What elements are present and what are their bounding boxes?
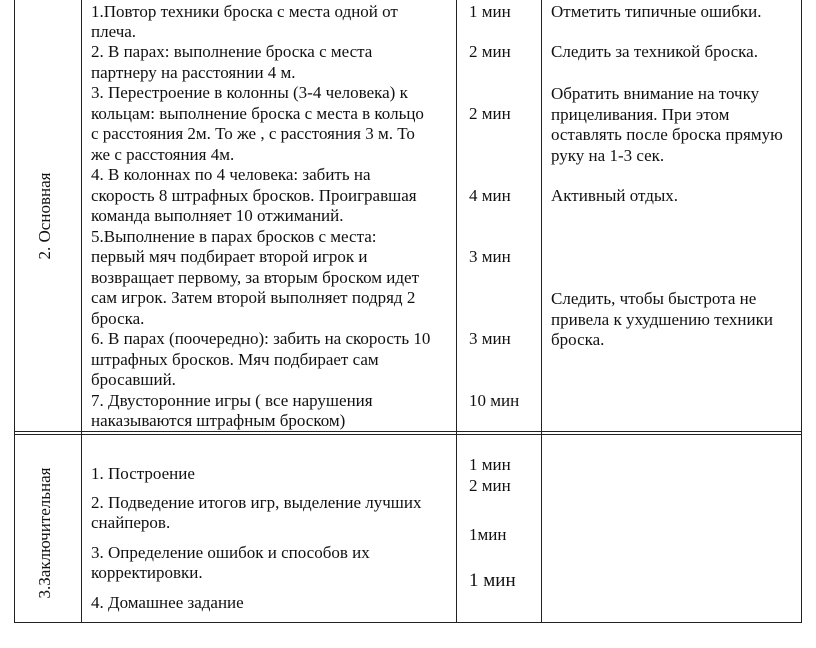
note-line: привела к ухудшению техники bbox=[551, 310, 773, 329]
content-line: снайперов. bbox=[91, 513, 171, 532]
content-line: 1. Построение bbox=[91, 464, 195, 483]
content-line: броска. bbox=[91, 309, 145, 328]
note-line: Следить, чтобы быстрота не bbox=[551, 289, 757, 308]
content-line: скорость 8 штрафных бросков. Проигравшая bbox=[91, 186, 417, 205]
content-line: команда выполняет 10 отжиманий. bbox=[91, 206, 344, 225]
content-line: 3. Определение ошибок и способов их bbox=[91, 543, 370, 562]
content-line: возвращает первому, за вторым броском идет bbox=[91, 268, 420, 287]
content-line: первый мяч подбирает второй игрок и bbox=[91, 247, 368, 266]
duration: 1 мин bbox=[469, 455, 511, 474]
content-line: кольцам: выполнение броска с места в кольцо bbox=[91, 104, 424, 123]
duration: 4 мин bbox=[469, 186, 511, 205]
section-title-main: 2. Основная bbox=[35, 172, 54, 260]
content-line: плеча. bbox=[91, 22, 137, 41]
content-line: 4. Домашнее задание bbox=[91, 593, 244, 612]
content-line: 5.Выполнение в парах бросков с места: bbox=[91, 227, 377, 246]
content-line: 7. Двусторонние игры ( все нарушения bbox=[91, 391, 373, 410]
column-divider bbox=[81, 0, 82, 622]
duration: 2 мин bbox=[469, 42, 511, 61]
duration: 1 мин bbox=[469, 570, 516, 591]
content-line: 4. В колоннах по 4 человека: забить на bbox=[91, 165, 371, 184]
duration: 2 мин bbox=[469, 104, 511, 123]
column-divider bbox=[541, 0, 542, 622]
content-line: бросавший. bbox=[91, 370, 176, 389]
row-divider bbox=[15, 431, 801, 435]
column-divider bbox=[456, 0, 457, 622]
note-line: руку на 1-3 сек. bbox=[551, 146, 665, 165]
content-line: же с расстояния 4м. bbox=[91, 145, 235, 164]
duration: 1 мин bbox=[469, 2, 511, 21]
note-line: Следить за техникой броска. bbox=[551, 42, 758, 61]
lesson-plan-table bbox=[14, 0, 802, 623]
content-line: 3. Перестроение в колонны (3-4 человека) к bbox=[91, 83, 408, 102]
content-line: с расстояния 2м. То же , с расстояния 3 м. То bbox=[91, 124, 415, 143]
content-line: штрафных бросков. Мяч подбирает сам bbox=[91, 350, 379, 369]
note-line: оставлять после броска прямую bbox=[551, 125, 783, 144]
note-line: Обратить внимание на точку bbox=[551, 84, 760, 103]
content-line: 2. В парах: выполнение броска с места bbox=[91, 42, 373, 61]
note-line: броска. bbox=[551, 330, 605, 349]
content-line: 1.Повтор техники броска с места одной от bbox=[91, 2, 398, 21]
content-line: 6. В парах (поочередно): забить на скорость 10 bbox=[91, 329, 431, 348]
content-line: партнеру на расстоянии 4 м. bbox=[91, 63, 296, 82]
duration: 3 мин bbox=[469, 247, 511, 266]
duration: 1мин bbox=[469, 525, 507, 544]
content-line: корректировки. bbox=[91, 563, 203, 582]
note-line: прицеливания. При этом bbox=[551, 105, 730, 124]
section-title-final: 3.Заключительная bbox=[35, 467, 54, 599]
content-line: сам игрок. Затем второй выполняет подряд 2 bbox=[91, 288, 416, 307]
duration: 3 мин bbox=[469, 329, 511, 348]
content-line: наказываются штрафным броском) bbox=[91, 411, 346, 430]
note-line: Отметить типичные ошибки. bbox=[551, 2, 762, 21]
content-line: 2. Подведение итогов игр, выделение лучших bbox=[91, 493, 422, 512]
duration: 10 мин bbox=[469, 391, 520, 410]
duration: 2 мин bbox=[469, 476, 511, 495]
note-line: Активный отдых. bbox=[551, 186, 679, 205]
